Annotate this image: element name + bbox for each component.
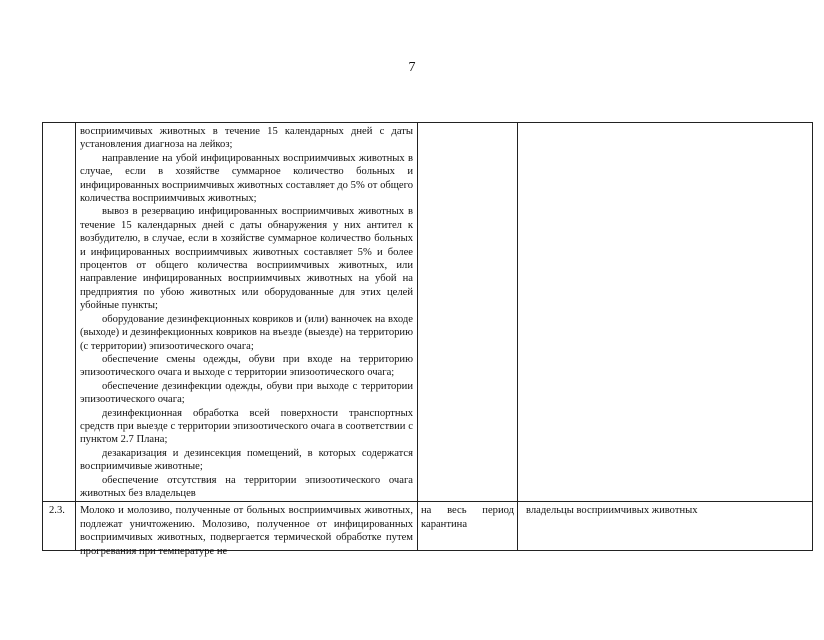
paragraph: обеспечение смены одежды, обуви при входе на территорию эпизоотического очага и выходе с территории эпизоотического очага; bbox=[80, 353, 413, 379]
paragraph: оборудование дезинфекционных ковриков и (или) ванночек на входе (выходе) и дезинфекционных ковриков на въезде (выезде) на территорию (с территории) эпизоотического очага; bbox=[80, 313, 413, 352]
paragraph: восприимчивых животных в течение 15 календарных дней с даты установления диагноза на лейкоз; bbox=[80, 126, 413, 151]
paragraph: дезинфекционная обработка всей поверхности транспортных средств при выезде с территории эпизоотического очага в соответствии с пунктом 2.7 Плана; bbox=[80, 407, 413, 446]
paragraph: обеспечение отсутствия на территории эпизоотического очага животных без владельцев bbox=[80, 474, 413, 499]
paragraph: Молоко и молозиво, полученные от больных восприимчивых животных, подлежат уничтожению. Молозиво, полученное от инфицированных восприимчивых животных, подвергается термической обработке путем прогревания при температуре не bbox=[80, 505, 413, 557]
page-number: 7 bbox=[408, 60, 416, 75]
period-cell bbox=[418, 502, 518, 551]
measure-text bbox=[76, 123, 417, 501]
period-cell bbox=[418, 123, 518, 502]
paragraph: вывоз в резервацию инфицированных восприимчивых животных в течение 15 календарных дней с даты обнаружения у них антител к возбудителю, в случае, если в хозяйстве суммарное количество больных и инфицированных восприимчивых животных составляет 5% и более процентов от общего количества восприимчивых животных, или направление инфицированных восприимчивых животных на убой на предприятия по убою животных или оборудованные для этих целей убойные пункты; bbox=[80, 206, 413, 312]
responsible-cell bbox=[518, 502, 813, 551]
measure-text bbox=[76, 502, 417, 557]
paragraph: обеспечение дезинфекции одежды, обуви при выходе с территории эпизоотического очага; bbox=[80, 380, 413, 406]
number-cell bbox=[43, 123, 76, 502]
row-number: 2.3. bbox=[49, 505, 65, 517]
responsible-text: владельцы восприимчивых животных bbox=[526, 505, 698, 517]
paragraph: направление на убой инфицированных восприимчивых животных в случае, если в хозяйстве суммарное количество больных и инфицированных восприимчивых животных составляет до 5% от общего количества восприимчивых животных; bbox=[80, 152, 413, 205]
period-text: на весь период карантина bbox=[421, 505, 514, 530]
responsible-cell bbox=[518, 123, 813, 502]
paragraph: дезакаризация и дезинсекция помещений, в которых содержатся восприимчивые животные; bbox=[80, 447, 413, 473]
measures-table bbox=[42, 122, 813, 557]
table-row bbox=[43, 123, 813, 502]
measure-cell bbox=[76, 123, 418, 502]
measure-cell bbox=[76, 502, 418, 557]
table-row bbox=[43, 502, 813, 551]
number-cell bbox=[43, 502, 76, 551]
